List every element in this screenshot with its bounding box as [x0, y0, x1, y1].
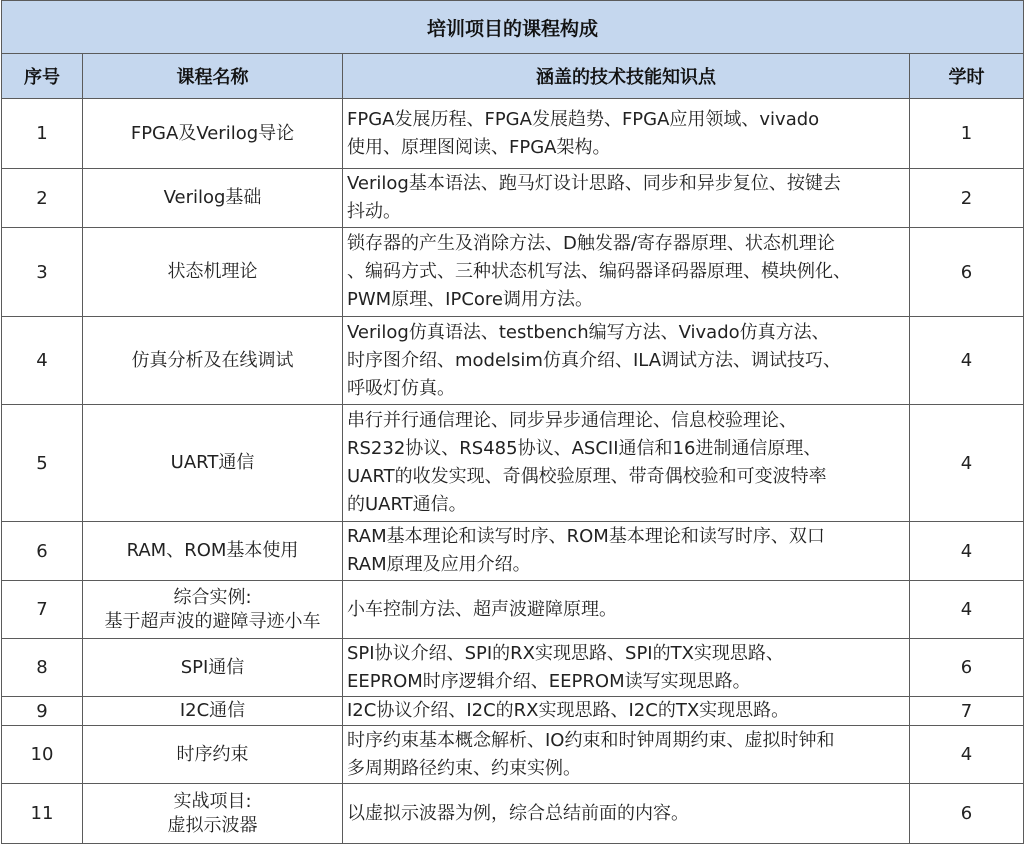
row-number: 7: [2, 581, 83, 639]
table-row: [2, 581, 1024, 639]
skills-line: SPI协议介绍、SPI的RX实现思路、SPI的TX实现思路、: [347, 642, 784, 664]
row-number: 3: [2, 228, 83, 317]
course-name: [83, 317, 343, 405]
table-row: [2, 99, 1024, 169]
skills-line: 、编码方式、三种状态机写法、编码器译码器原理、模块例化、: [347, 261, 851, 282]
table-row: [2, 784, 1024, 844]
skills-line: 以虚拟示波器为例，综合总结前面的内容。: [347, 802, 689, 824]
course-hours: 6: [910, 784, 1024, 844]
skills-description: [343, 317, 910, 405]
skills-description: [343, 784, 910, 844]
skills-line: PWM原理、IPCore调用方法。: [347, 289, 594, 310]
header-course-name: 课程名称: [83, 54, 343, 99]
table-row: [2, 228, 1024, 317]
skills-line: 串行并行通信理论、同步异步通信理论、信息校验理论、: [347, 410, 797, 431]
row-number: 10: [2, 726, 83, 784]
table-row: [2, 522, 1024, 581]
skills-line: FPGA发展历程、FPGA发展趋势、FPGA应用领域、vivado: [347, 108, 820, 130]
skills-line: 多周期路径约束、约束实例。: [347, 757, 581, 779]
skills-line: RS232协议、RS485协议、ASCII通信和16进制通信原理、: [347, 438, 822, 459]
course-table: [1, 0, 1024, 844]
row-number: 2: [2, 169, 83, 228]
skills-line: RAM原理及应用介绍。: [347, 554, 531, 575]
course-name-line: 综合实例:: [173, 586, 252, 608]
course-name: [83, 581, 343, 639]
course-name-line: Verilog基础: [163, 187, 262, 208]
course-name-line: UART通信: [170, 452, 255, 473]
skills-description: [343, 169, 910, 228]
skills-line: I2C协议介绍、I2C的RX实现思路、I2C的TX实现思路。: [347, 700, 790, 721]
skills-description: [343, 228, 910, 317]
skills-description: [343, 639, 910, 697]
header-no: 序号: [2, 54, 83, 99]
table-row: [2, 726, 1024, 784]
course-name: [83, 697, 343, 726]
course-name: [83, 639, 343, 697]
skills-line: 使用、原理图阅读、FPGA架构。: [347, 136, 611, 158]
course-hours: 4: [910, 522, 1024, 581]
course-name: [83, 784, 343, 844]
row-number: 1: [2, 99, 83, 169]
course-name: [83, 228, 343, 317]
course-hours: 4: [910, 405, 1024, 522]
course-name-line: 实战项目:: [173, 790, 252, 812]
course-hours: 2: [910, 169, 1024, 228]
course-hours: 7: [910, 697, 1024, 726]
skills-line: UART的收发实现、奇偶校验原理、带奇偶校验和可变波特率: [347, 466, 827, 487]
skills-description: [343, 697, 910, 726]
course-name-line: FPGA及Verilog导论: [130, 122, 295, 144]
skills-line: EEPROM时序逻辑介绍、EEPROM读写实现思路。: [347, 670, 751, 692]
course-name: [83, 99, 343, 169]
course-name-line: RAM、ROM基本使用: [126, 540, 299, 561]
course-hours: 4: [910, 726, 1024, 784]
skills-description: [343, 99, 910, 169]
skills-line: 锁存器的产生及消除方法、D触发器/寄存器原理、状态机理论: [347, 233, 835, 254]
table-row: [2, 317, 1024, 405]
skills-line: RAM基本理论和读写时序、ROM基本理论和读写时序、双口: [347, 526, 825, 547]
course-name-line: 状态机理论: [167, 261, 258, 282]
course-name-line: I2C通信: [179, 700, 246, 721]
row-number: 8: [2, 639, 83, 697]
skills-line: 时序约束基本概念解析、IO约束和时钟周期约束、虚拟时钟和: [347, 729, 835, 751]
course-name: [83, 726, 343, 784]
row-number: 5: [2, 405, 83, 522]
header-hours: 学时: [910, 54, 1024, 99]
course-hours: 1: [910, 99, 1024, 169]
course-name-line: 基于超声波的避障寻迹小车: [104, 610, 321, 632]
course-name: [83, 169, 343, 228]
row-number: 11: [2, 784, 83, 844]
table-row: [2, 639, 1024, 697]
table-row: [2, 697, 1024, 726]
table-body: [2, 99, 1024, 844]
course-name-line: 虚拟示波器: [167, 814, 258, 836]
skills-line: 时序图介绍、modelsim仿真介绍、ILA调试方法、调试技巧、: [347, 349, 842, 371]
course-name-line: SPI通信: [180, 656, 245, 678]
row-number: 9: [2, 697, 83, 726]
skills-description: [343, 405, 910, 522]
row-number: 4: [2, 317, 83, 405]
skills-description: [343, 726, 910, 784]
table-row: [2, 405, 1024, 522]
table-row: [2, 169, 1024, 228]
table-header-row: [2, 54, 1024, 99]
course-hours: 6: [910, 639, 1024, 697]
course-name: [83, 522, 343, 581]
course-hours: 6: [910, 228, 1024, 317]
table-title: 培训项目的课程构成: [2, 1, 1024, 54]
header-skills: 涵盖的技术技能知识点: [343, 54, 910, 99]
row-number: 6: [2, 522, 83, 581]
course-name-line: 时序约束: [176, 743, 249, 765]
skills-description: [343, 581, 910, 639]
course-hours: 4: [910, 317, 1024, 405]
skills-line: Verilog仿真语法、testbench编写方法、Vivado仿真方法、: [347, 321, 830, 343]
course-name: [83, 405, 343, 522]
skills-description: [343, 522, 910, 581]
skills-line: 呼吸灯仿真。: [347, 377, 455, 399]
course-name-line: 仿真分析及在线调试: [131, 349, 294, 371]
skills-line: 的UART通信。: [347, 494, 467, 515]
skills-line: Verilog基本语法、跑马灯设计思路、同步和异步复位、按键去: [347, 173, 841, 194]
skills-line: 小车控制方法、超声波避障原理。: [347, 598, 617, 620]
skills-line: 抖动。: [347, 201, 401, 222]
table-title-row: [2, 1, 1024, 54]
course-hours: 4: [910, 581, 1024, 639]
